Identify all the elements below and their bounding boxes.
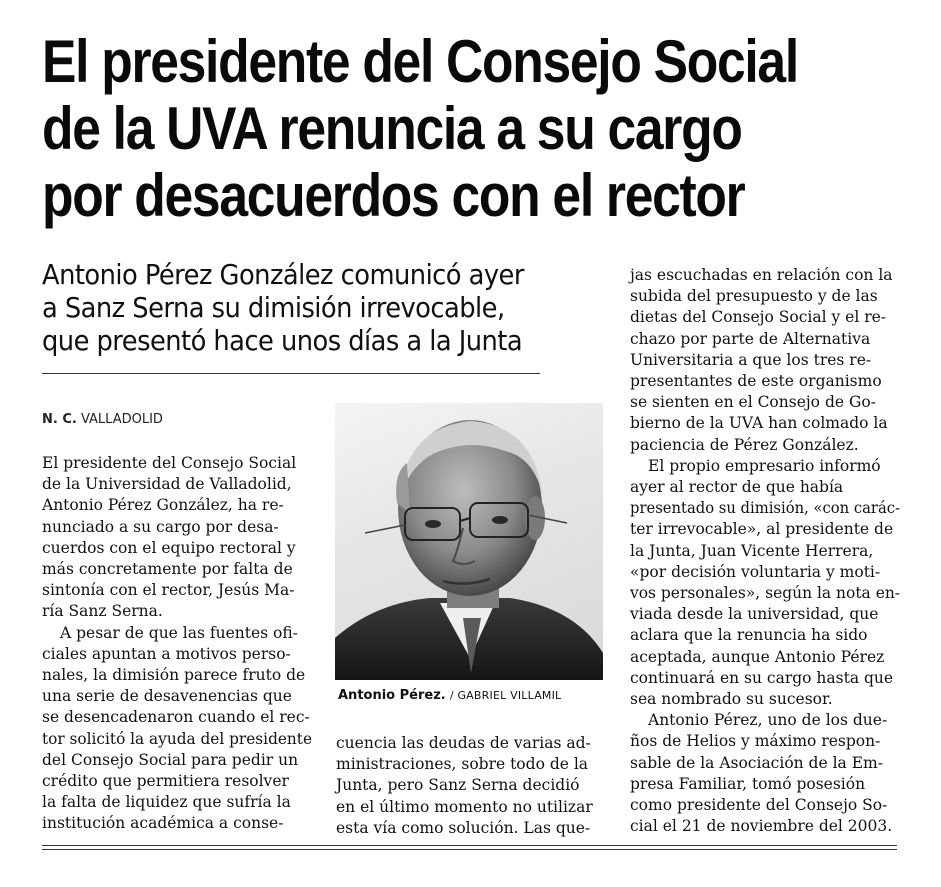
text-line: ministraciones, sobre todo de la xyxy=(336,755,589,774)
text-line: aceptada, aunque Antonio Pérez xyxy=(630,647,885,666)
text-line: ayer al rector de que había xyxy=(630,478,844,497)
text-line: la Junta, Juan Vicente Herrera, xyxy=(630,541,874,560)
text-line: vos personales», según la nota en- xyxy=(630,584,901,603)
headline-line: de la UVA renuncia a su cargo xyxy=(42,95,742,162)
text-line: chazo por parte de Alternativa xyxy=(630,329,871,348)
text-line: institución académica a conse- xyxy=(42,814,284,833)
text-line: nunciado a su cargo por desa- xyxy=(42,517,279,536)
text-line: presentantes de este organismo xyxy=(630,372,882,391)
text-line: cial el 21 de noviembre del 2003. xyxy=(630,817,893,836)
bottom-double-rule xyxy=(42,845,897,850)
portrait-illustration xyxy=(335,403,603,680)
text-line: se desencadenaron cuando el rec- xyxy=(42,708,310,727)
text-line: Junta, pero Sanz Serna decidió xyxy=(336,776,580,795)
text-line: sintonía con el rector, Jesús Ma- xyxy=(42,581,295,600)
article-column-1 xyxy=(42,453,312,835)
text-line: Antonio Pérez González, ha re- xyxy=(42,496,284,515)
text-line: El propio empresario informó xyxy=(648,456,881,475)
text-line: subida del presupuesto y de las xyxy=(630,287,878,306)
text-line: del Consejo Social para pedir un xyxy=(42,750,299,769)
subheadline-line: a Sanz Serna su dimisión irrevocable, xyxy=(42,291,505,324)
portrait-photo xyxy=(335,403,603,680)
text-line: paciencia de Pérez González. xyxy=(630,435,859,454)
caption-credit: / GABRIEL VILLAMIL xyxy=(449,689,562,702)
text-line: nales, la dimisión parece fruto de xyxy=(42,666,306,685)
text-line: ciales apuntan a motivos perso- xyxy=(42,644,291,663)
text-line: presa Familiar, tomó posesión xyxy=(630,774,866,793)
byline xyxy=(42,412,163,427)
text-line: sable de la Asociación de la Em- xyxy=(630,753,883,772)
headline-line: por desacuerdos con el rector xyxy=(42,162,745,229)
text-line: una serie de desavenencias que xyxy=(42,687,292,706)
text-line: dietas del Consejo Social y el re- xyxy=(630,308,887,327)
text-line: sea nombrado su sucesor. xyxy=(630,690,833,709)
text-line: Antonio Pérez, uno de los due- xyxy=(648,711,888,730)
text-line: crédito que permitiera resolver xyxy=(42,772,289,791)
text-line: viada desde la universidad, que xyxy=(630,605,879,624)
subheadline xyxy=(42,258,576,357)
subheadline-line: que presentó hace unos días a la Junta xyxy=(42,324,523,357)
text-line: en el último momento no utilizar xyxy=(336,797,593,816)
byline-author: N. C. xyxy=(42,412,77,427)
headline-line: El presidente del Consejo Social xyxy=(42,28,798,95)
text-line: El presidente del Consejo Social xyxy=(42,454,297,472)
text-line: ter irrevocable», al presidente de xyxy=(630,520,894,539)
text-line: esta vía como solución. Las que- xyxy=(336,818,591,837)
text-line: ría Sanz Serna. xyxy=(42,602,163,621)
text-line: cuencia las deudas de varias ad- xyxy=(336,734,591,752)
text-line: «por decisión voluntaria y moti- xyxy=(630,562,881,581)
text-line: tor solicitó la ayuda del presidente xyxy=(42,729,313,748)
text-line: continuará en su cargo hasta que xyxy=(630,668,894,687)
text-line: la falta de liquidez que sufría la xyxy=(42,793,291,812)
text-line: Universitaria a que los tres re- xyxy=(630,350,872,369)
text-line: A pesar de que las fuentes ofi- xyxy=(60,623,298,642)
subheadline-line: Antonio Pérez González comunicó ayer xyxy=(42,258,524,291)
text-line: cuerdos con el equipo rectoral y xyxy=(42,538,296,557)
text-line: bierno de la UVA han colmado la xyxy=(630,414,888,433)
caption-name: Antonio Pérez. xyxy=(338,688,446,703)
article-column-2 xyxy=(336,733,606,839)
byline-location: VALLADOLID xyxy=(80,412,163,427)
text-line: más concretamente por falta de xyxy=(42,560,293,579)
text-line: de la Universidad de Valladolid, xyxy=(42,475,292,494)
text-line: presentado su dimisión, «con carác- xyxy=(630,499,901,518)
subhead-divider xyxy=(42,373,540,374)
text-line: ños de Helios y máximo respon- xyxy=(630,732,881,751)
photo-caption xyxy=(338,688,561,703)
text-line: se sienten en el Consejo de Go- xyxy=(630,393,876,412)
article-column-3 xyxy=(630,265,900,837)
text-line: aclara que la renuncia ha sido xyxy=(630,626,868,645)
headline xyxy=(42,28,799,229)
text-line: jas escuchadas en relación con la xyxy=(630,266,893,284)
text-line: como presidente del Consejo So- xyxy=(630,796,888,815)
